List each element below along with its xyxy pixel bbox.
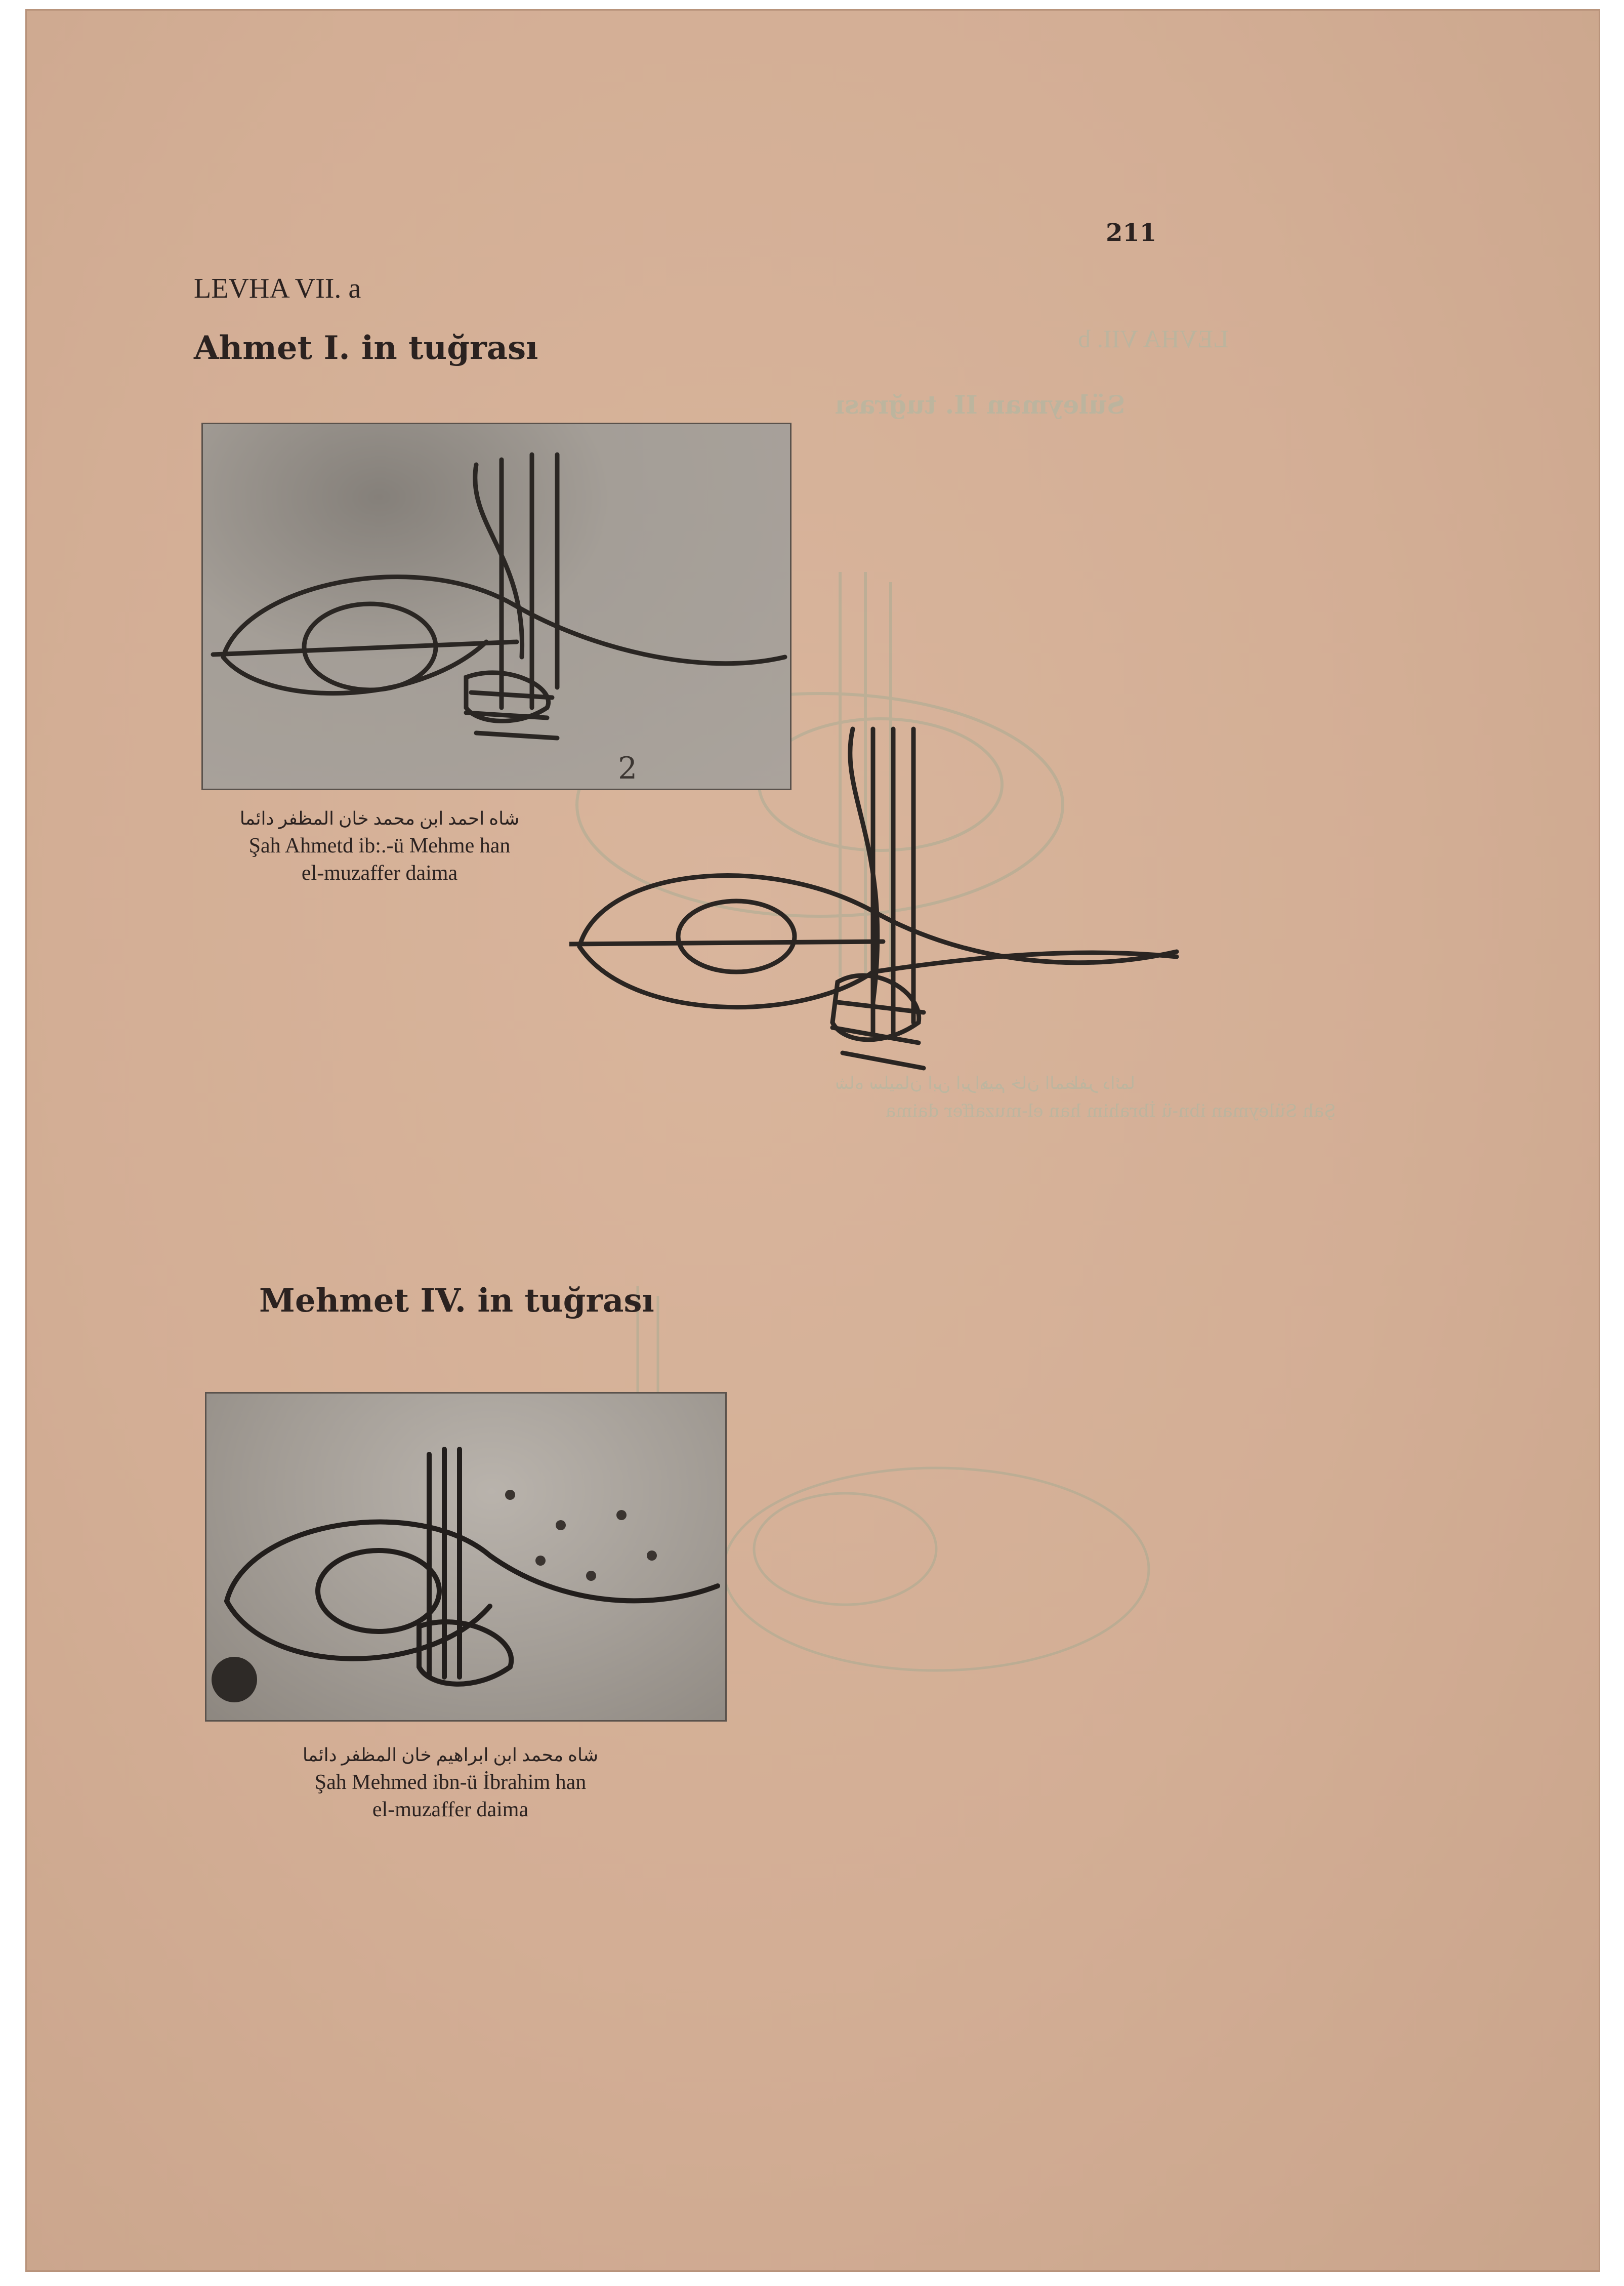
section-title-mehmet: Mehmet IV. in tuğrası	[259, 1282, 654, 1320]
caption-transliteration: Şah Ahmetd ib:.-ü Mehme han	[248, 834, 511, 858]
section-title-ahmet: Ahmet I. in tuğrası	[194, 329, 538, 367]
svg-text:2: 2	[618, 751, 638, 786]
bleed-through-plate-label: LEVHA VII. b	[1078, 324, 1229, 353]
caption-transliteration-2: el-muzaffer daima	[372, 1798, 529, 1821]
tughra-mehmet-icon	[206, 1394, 725, 1720]
caption-ahmet	[202, 805, 557, 887]
tughra-photo-mehmet	[205, 1392, 727, 1722]
caption-arabic: شاه محمد ابن ابراهیم خان المظفر دائما	[302, 1745, 599, 1765]
bleed-through-title: Süleyman II. tuğrası	[835, 390, 1126, 420]
caption-arabic: شاه احمد ابن محمد خان المظفر دائما	[239, 808, 520, 829]
caption-mehmet	[248, 1741, 653, 1823]
tughra-drawing-ahmet	[569, 719, 1184, 1104]
plate-label: LEVHA VII. a	[194, 273, 361, 304]
caption-transliteration-2: el-muzaffer daima	[301, 862, 458, 885]
page-number: 211	[1106, 219, 1157, 247]
bleed-through-caption: Şah Süleyman ibn-ü İbrahim han el-muzaffer daima	[886, 1101, 1336, 1121]
tughra-drawing-icon	[569, 719, 1184, 1104]
bleed-through-caption-arabic: شاه سلیمان ابن ابراهیم خان المظفر دائما	[835, 1073, 1135, 1093]
caption-transliteration: Şah Mehmed ibn-ü İbrahim han	[314, 1771, 587, 1794]
